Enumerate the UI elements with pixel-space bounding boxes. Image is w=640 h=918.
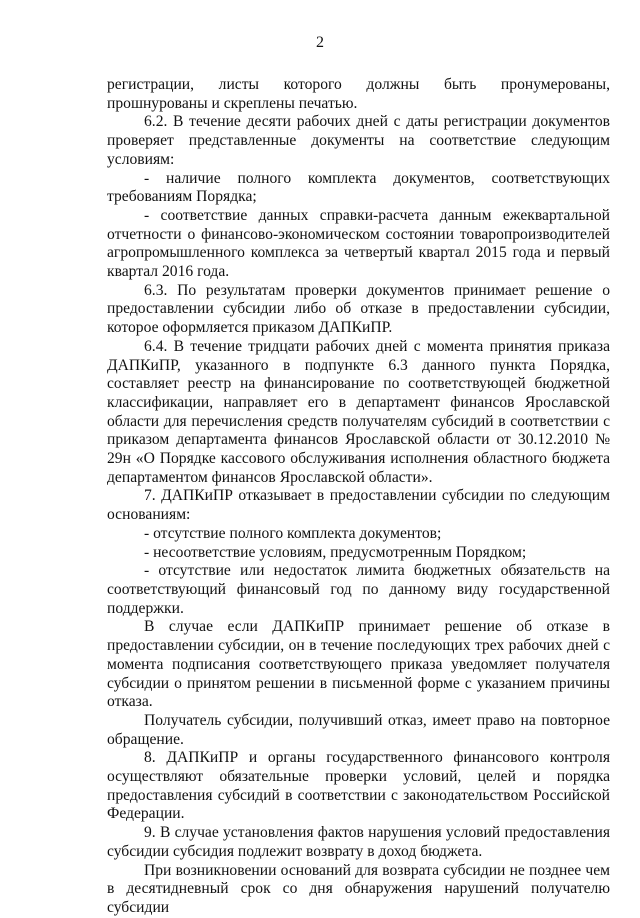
paragraph: При возникновении оснований для возврата субсидии не позднее чем в десятидневный срок со дня обнаружения нарушений получателю субсидии (107, 861, 610, 916)
body-text (107, 76, 610, 918)
paragraph: Получатель субсидии, получивший отказ, имеет право на повторное обращение. (107, 711, 610, 748)
paragraph: - соответствие данных справки-расчета данным ежеквартальной отчетности о финансово-экономическом состоянии товаропроизводителей агропромышленного комплекса за четвертый квартал 2015 года и первый квартал 2016 года. (107, 206, 610, 281)
paragraph: - несоответствие условиям, предусмотренным Порядком; (144, 543, 527, 561)
paragraph: 6.4. В течение тридцати рабочих дней с момента принятия приказа ДАПКиПР, указанного в подпункте 6.3 данного пункта Порядка, составляет реестр на финансирование по соответствующей бюджетной классификации, направляет его в департамент финансов Ярославской области для перечисления средств получателям субсидий в соответствии с приказом департамента финансов Ярославской области от 30.12.2010 № 29н «О Порядке кассового обслуживания исполнения областного бюджета департаментом финансов Ярославской области». (107, 337, 610, 486)
paragraph: 6.2. В течение десяти рабочих дней с даты регистрации документов проверяет представленные документы на соответствие следующим условиям: (107, 113, 610, 168)
paragraph: 9. В случае установления фактов нарушения условий предоставления субсидии субсидия подлежит возврату в доход бюджета. (107, 824, 610, 860)
paragraph: - наличие полного комплекта документов, соответствующих требованиям Порядка; (107, 169, 610, 206)
paragraph: 6.3. По результатам проверки документов принимает решение о предоставлении субсидии либо об отказе в предоставлении субсидии, которое оформляется приказом ДАПКиПР. (107, 281, 610, 337)
paragraph: 8. ДАПКиПР и органы государственного финансового контроля осуществляют обязательные проверки условий, целей и порядка предоставления субсидий в соответствии с законодательством Российской Федерации. (107, 749, 610, 823)
paragraph: - отсутствие или недостаток лимита бюджетных обязательств на соответствующий финансовый год по данному виду государственной поддержки. (107, 562, 610, 617)
paragraph: - отсутствие полного комплекта документов; (144, 524, 442, 542)
paragraph: регистрации, листы которого должны быть пронумерованы, прошнурованы и скреплены печатью. (107, 76, 610, 112)
paragraph: В случае если ДАПКиПР принимает решение об отказе в предоставлении субсидии, он в течение последующих трех рабочих дней с момента подписания соответствующего приказа уведомляет получателя субсидии о принятом решении в письменной форме с указанием причины отказа. (107, 618, 610, 711)
page-number: 2 (316, 34, 324, 51)
paragraph: 7. ДАПКиПР отказывает в предоставлении субсидии по следующим основаниям: (107, 487, 610, 524)
